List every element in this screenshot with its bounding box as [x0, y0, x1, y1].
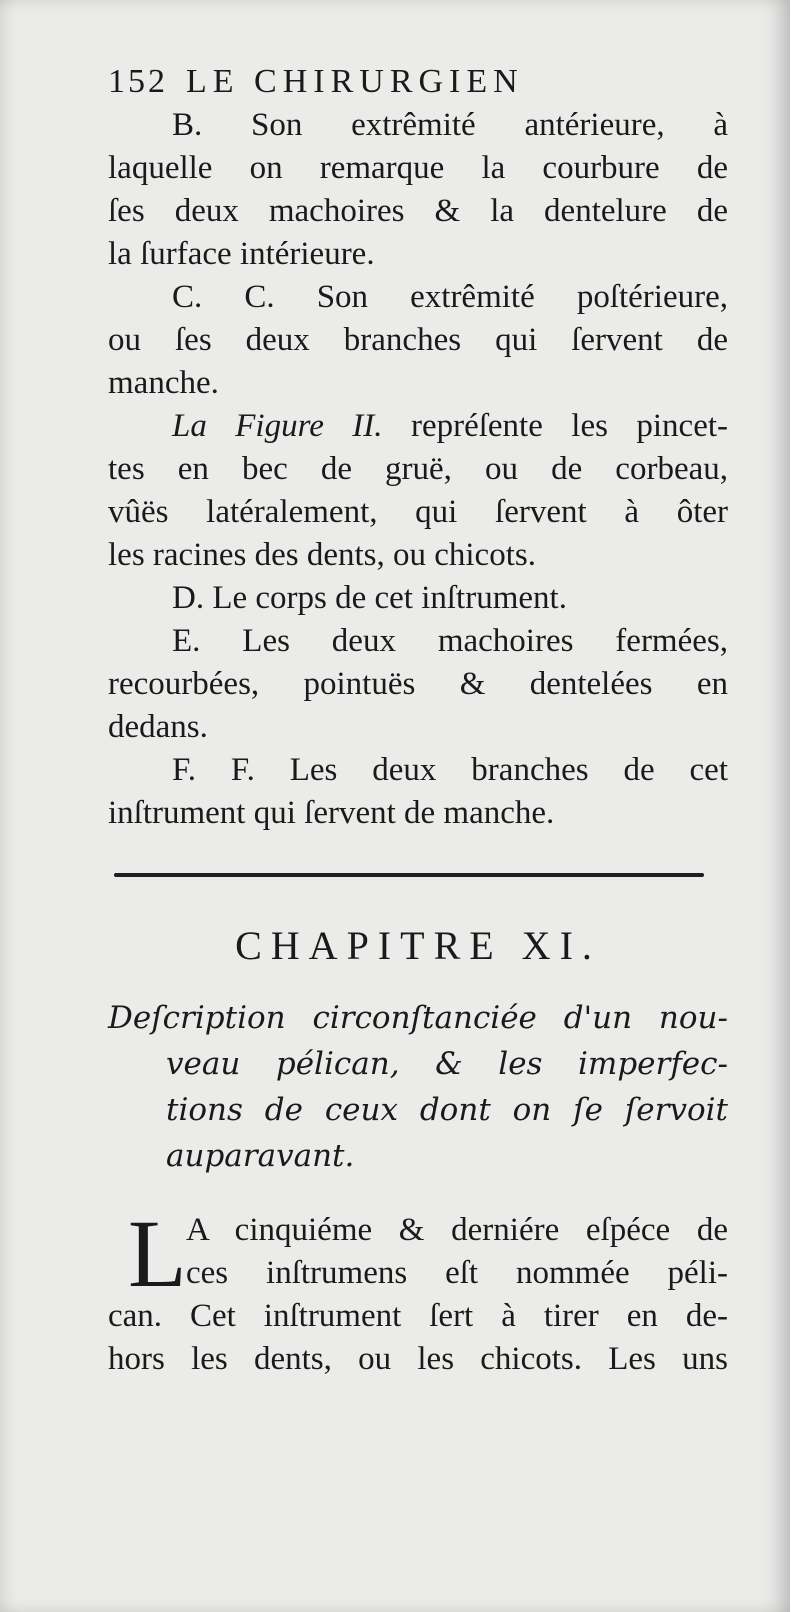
text-line: ou ſes deux branches qui ſervent de — [108, 322, 728, 358]
text-line: C. C. Son extrêmité poſtérieure, — [172, 279, 728, 315]
text-line: F. F. Les deux branches de cet — [172, 752, 728, 788]
description-line: tions de ceux dont on ſe ſervoit — [166, 1092, 728, 1128]
text-line: laquelle on remarque la courbure de — [108, 150, 728, 186]
text-line: inſtrument qui ſervent de manche. — [108, 795, 555, 831]
text-line — [108, 405, 728, 448]
page-content — [108, 60, 728, 1381]
figure-reference: La Figure II. — [172, 408, 383, 444]
entry-ff — [108, 749, 728, 835]
text-line: B. Son extrêmité antérieure, à — [172, 107, 728, 143]
text-line: les racines des dents, ou chicots. — [108, 537, 536, 573]
entry-e — [108, 620, 728, 749]
text-line: can. Cet inſtrument ſert à tirer en de- — [108, 1298, 728, 1334]
description-line: Deſcription circonſtanciée d'un nou- — [108, 1000, 728, 1036]
text-line: vûës latéralement, qui ſervent à ôter — [108, 494, 728, 530]
text-line: tes en bec de gruë, ou de corbeau, — [108, 451, 728, 487]
text-line: A cinquiéme & derniére eſpéce de — [186, 1212, 728, 1248]
text-line: recourbées, pointuës & dentelées en — [108, 666, 728, 702]
description-line: auparavant. — [166, 1138, 355, 1174]
running-head-title: LE CHIRURGIEN — [186, 63, 524, 100]
description-line: veau pélican, & les imperfec- — [166, 1046, 728, 1082]
text-line: D. Le corps de cet inſtrument. — [172, 580, 567, 616]
text-line: la ſurface intérieure. — [108, 236, 375, 272]
text-line: E. Les deux machoires fermées, — [172, 623, 728, 659]
entry-b — [108, 104, 728, 276]
entry-d — [108, 577, 728, 620]
chapter-description — [108, 995, 728, 1179]
drop-cap: L — [128, 1200, 187, 1307]
text-line: dedans. — [108, 709, 208, 745]
chapter-title: CHAPITRE XI. — [235, 923, 601, 968]
text-line: hors les dents, ou les chicots. Les uns — [108, 1341, 728, 1377]
text-line: ces inſtrumens eſt nommée péli- — [186, 1255, 728, 1291]
text-line: manche. — [108, 365, 219, 401]
running-head — [108, 60, 728, 104]
page-edge — [790, 0, 800, 1612]
text-line: ſes deux machoires & la dentelure de — [108, 193, 728, 229]
entry-figure-ii — [108, 405, 728, 577]
section-divider — [114, 873, 704, 877]
entry-cc — [108, 276, 728, 405]
page-number: 152 — [108, 63, 168, 100]
chapter-body — [108, 1200, 728, 1381]
text-fragment: repréſente les pincet- — [410, 408, 728, 444]
